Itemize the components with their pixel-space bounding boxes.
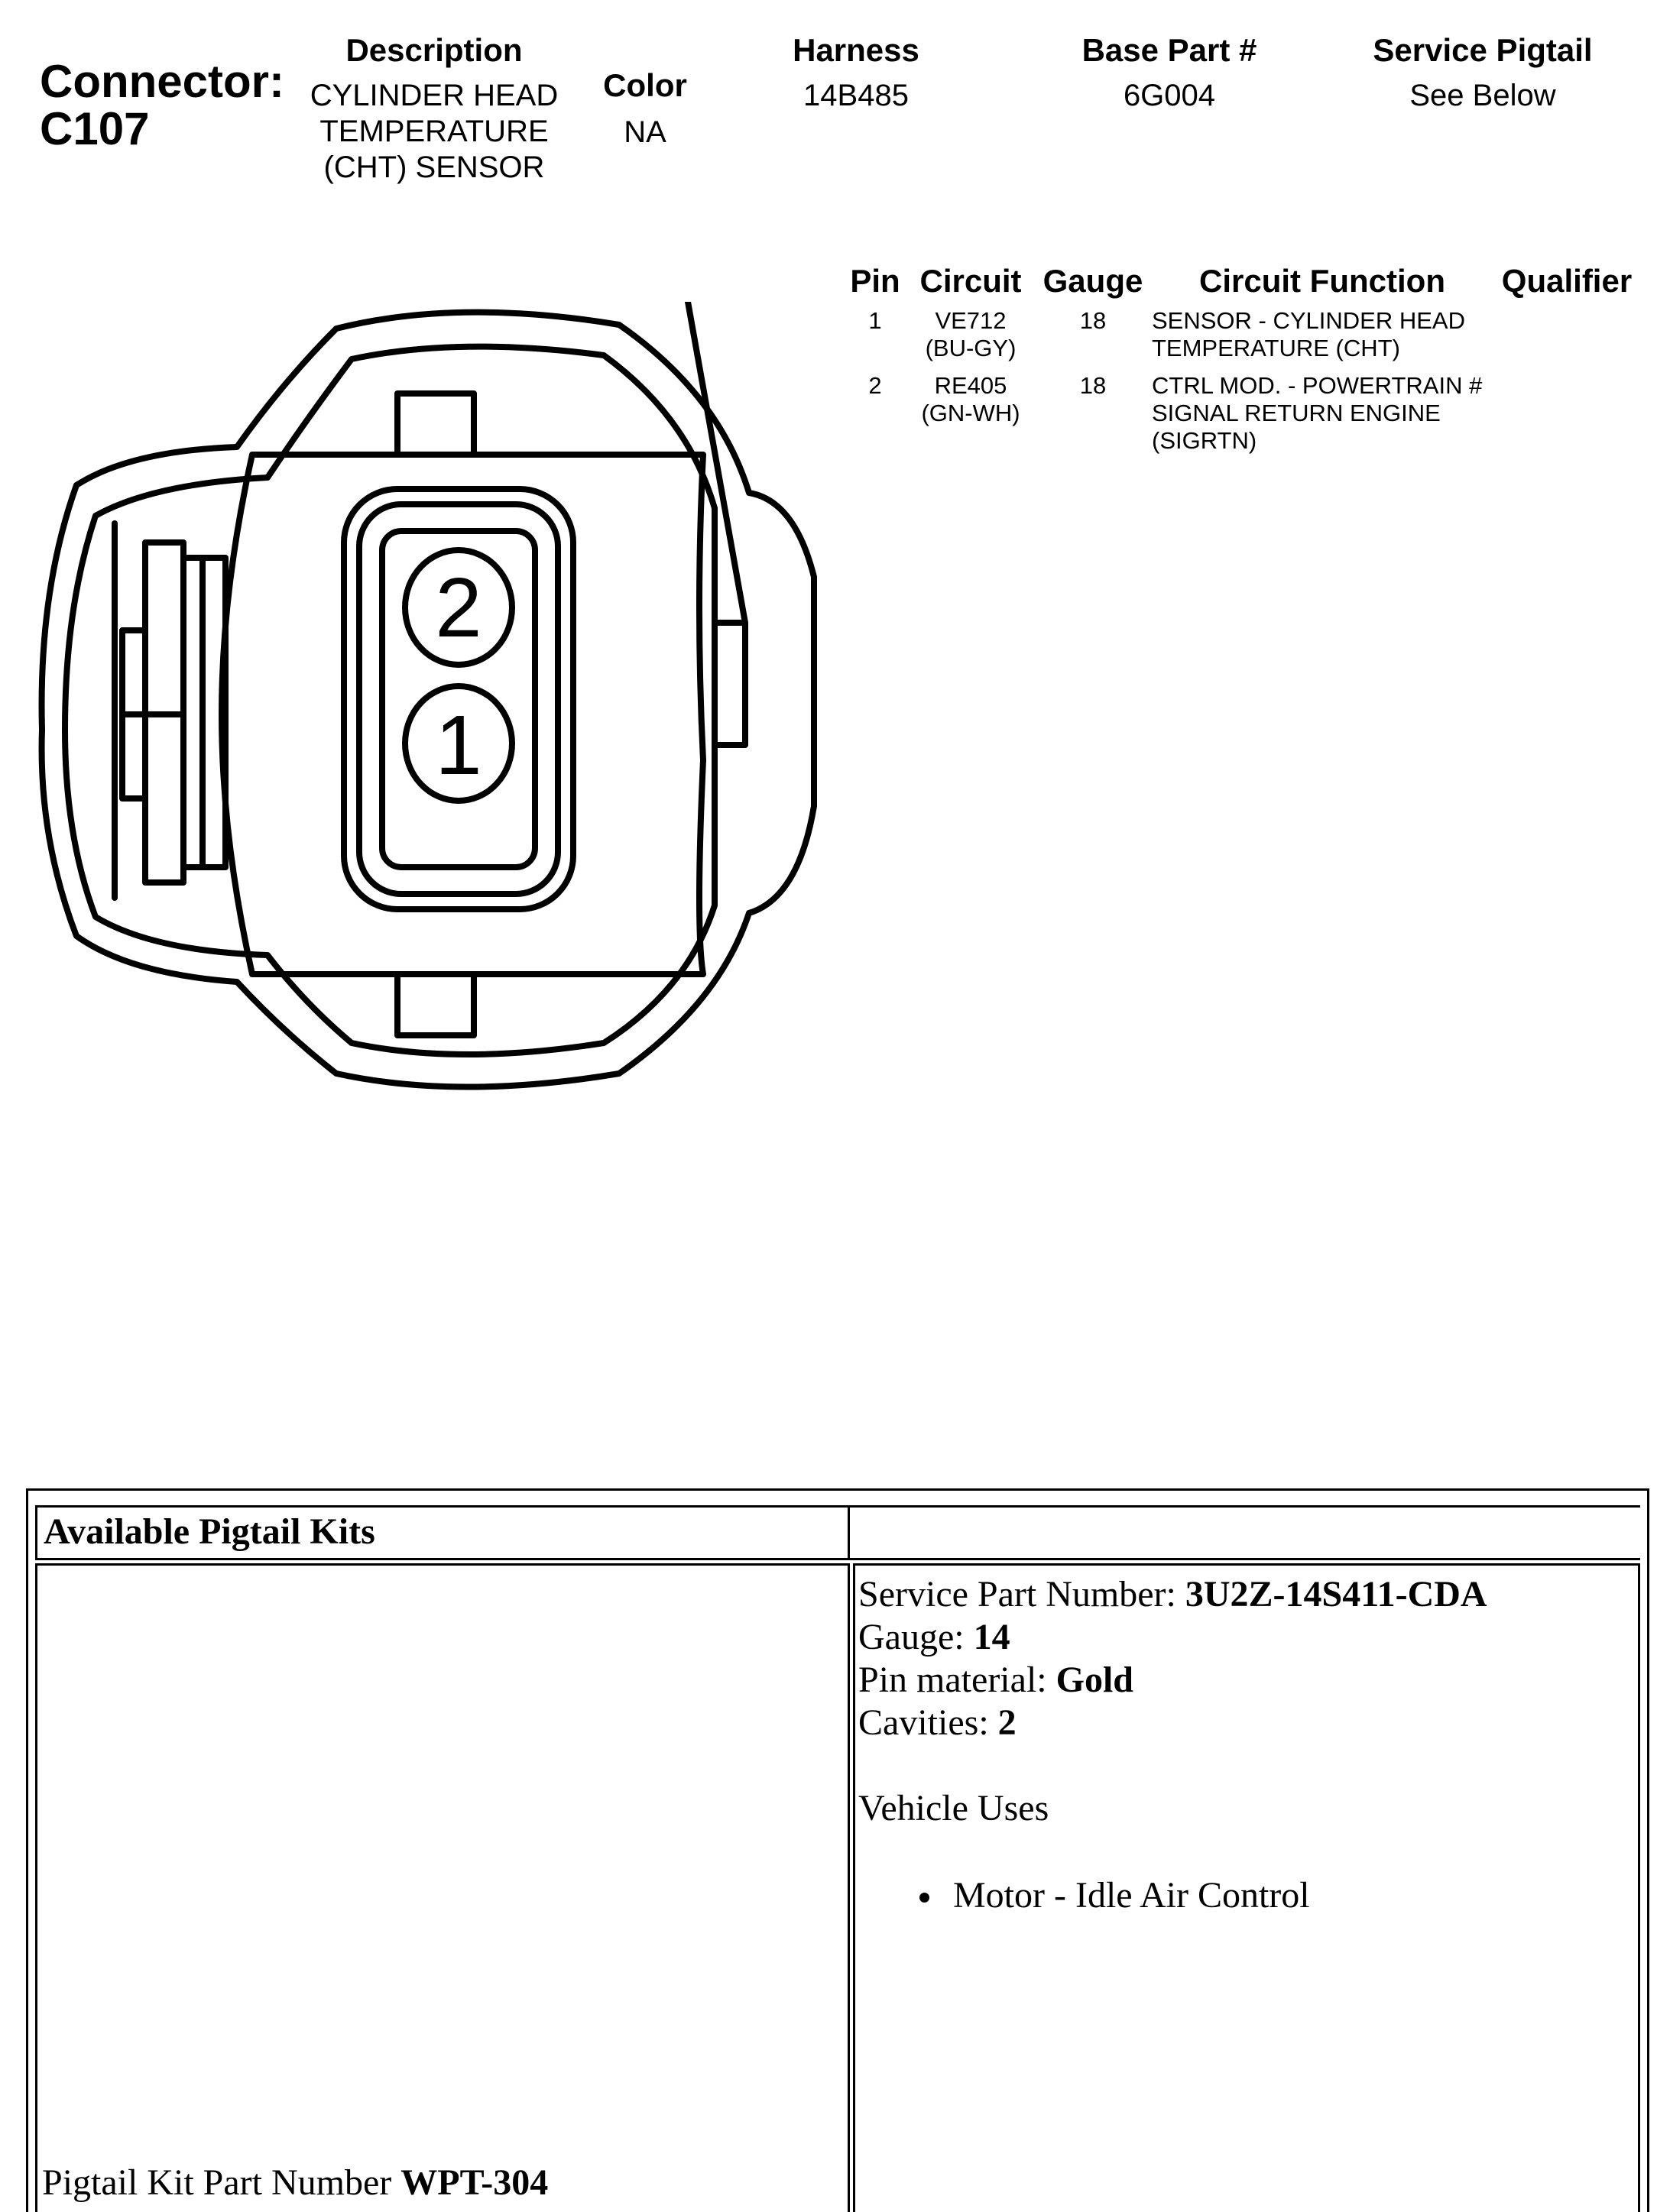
service-part-number [858, 1573, 1487, 1616]
kit-gauge [858, 1616, 1487, 1659]
description-line: TEMPERATURE [319, 115, 549, 148]
function-line: TEMPERATURE (CHT) [1152, 335, 1400, 361]
description-line: (CHT) SENSOR [323, 151, 545, 184]
pigtail-kit-part-label: Pigtail Kit Part Number [42, 2162, 401, 2203]
pin-row-1-circuit [910, 307, 1032, 362]
right-latch [715, 623, 745, 745]
kit-pin-material [858, 1659, 1487, 1702]
pin-row-1-pin: 1 [868, 307, 882, 334]
pin-row-2-circuit [910, 372, 1032, 427]
base-part-value: 6G004 [1123, 79, 1216, 112]
harness-value: 14B485 [803, 79, 909, 112]
pin-row-2-pin: 2 [868, 372, 882, 399]
kit-gauge-label: Gauge: [858, 1617, 974, 1657]
pin-col-header: Pin [850, 263, 900, 299]
pigtail-kit-part-number [42, 2162, 548, 2204]
kit-cavities [858, 1702, 1487, 1744]
kit-cavities-value: 2 [997, 1702, 1017, 1743]
bullet-icon [919, 1893, 929, 1903]
circuit-id: VE712 [935, 307, 1007, 334]
vehicle-use-text: Motor - Idle Air Control [953, 1875, 1310, 1916]
connector-face-diagram [31, 302, 825, 1112]
pigtail-kits-title: Available Pigtail Kits [44, 1511, 375, 1552]
circuit-color: (GN-WH) [921, 400, 1020, 426]
vehicle-use-item [858, 1874, 1487, 1917]
pin-2-label: 2 [435, 561, 482, 655]
circuit-col-header: Circuit [919, 263, 1022, 299]
kit-pin-material-label: Pin material: [858, 1660, 1056, 1700]
color-header: Color [603, 67, 687, 103]
description-header: Description [345, 32, 523, 68]
top-key [397, 393, 474, 455]
pigtail-kit-details-cell [853, 1563, 1640, 2212]
color-value: NA [624, 115, 666, 149]
service-pigtail-value: See Below [1409, 79, 1556, 112]
service-part-label: Service Part Number: [858, 1574, 1185, 1614]
kit-cavities-label: Cavities: [858, 1702, 998, 1743]
description-line: CYLINDER HEAD [310, 79, 559, 112]
pigtail-kit-details [858, 1573, 1487, 1917]
circuit-color: (BU-GY) [925, 335, 1017, 361]
pin-row-1-gauge: 18 [1079, 307, 1107, 334]
bottom-key [397, 974, 474, 1035]
vehicle-uses-label: Vehicle Uses [858, 1788, 1049, 1828]
pin-1-label: 1 [435, 698, 482, 792]
pin-row-1-function [1152, 307, 1465, 362]
function-col-header: Circuit Function [1199, 263, 1445, 299]
pigtail-kits-title-box [35, 1505, 850, 1560]
connector-title [40, 58, 284, 153]
connector-id: C107 [40, 103, 150, 154]
base-part-header: Base Part # [1081, 32, 1257, 68]
pigtail-kits-right-title-box [850, 1505, 1640, 1560]
pigtail-kit-image-cell [35, 1563, 850, 2212]
connector-face-svg [31, 302, 825, 1112]
description-value [297, 78, 572, 186]
pin-row-2-function [1152, 372, 1482, 455]
function-line: CTRL MOD. - POWERTRAIN # [1152, 372, 1483, 399]
function-line: (SIGRTN) [1152, 427, 1257, 454]
pigtail-kit-part-value: WPT-304 [400, 2162, 549, 2203]
service-pigtail-header: Service Pigtail [1373, 32, 1593, 68]
gauge-col-header: Gauge [1043, 263, 1143, 299]
function-line: SIGNAL RETURN ENGINE [1152, 400, 1441, 426]
kit-gauge-value: 14 [973, 1617, 1010, 1657]
connector-label: Connector: [40, 56, 284, 107]
function-line: SENSOR - CYLINDER HEAD [1152, 307, 1465, 334]
kit-pin-material-value: Gold [1055, 1660, 1133, 1700]
circuit-id: RE405 [934, 372, 1007, 399]
qualifier-col-header: Qualifier [1501, 263, 1633, 299]
harness-header: Harness [793, 32, 919, 68]
pin-row-2-gauge: 18 [1079, 372, 1107, 399]
service-part-value: 3U2Z-14S411-CDA [1185, 1574, 1487, 1614]
